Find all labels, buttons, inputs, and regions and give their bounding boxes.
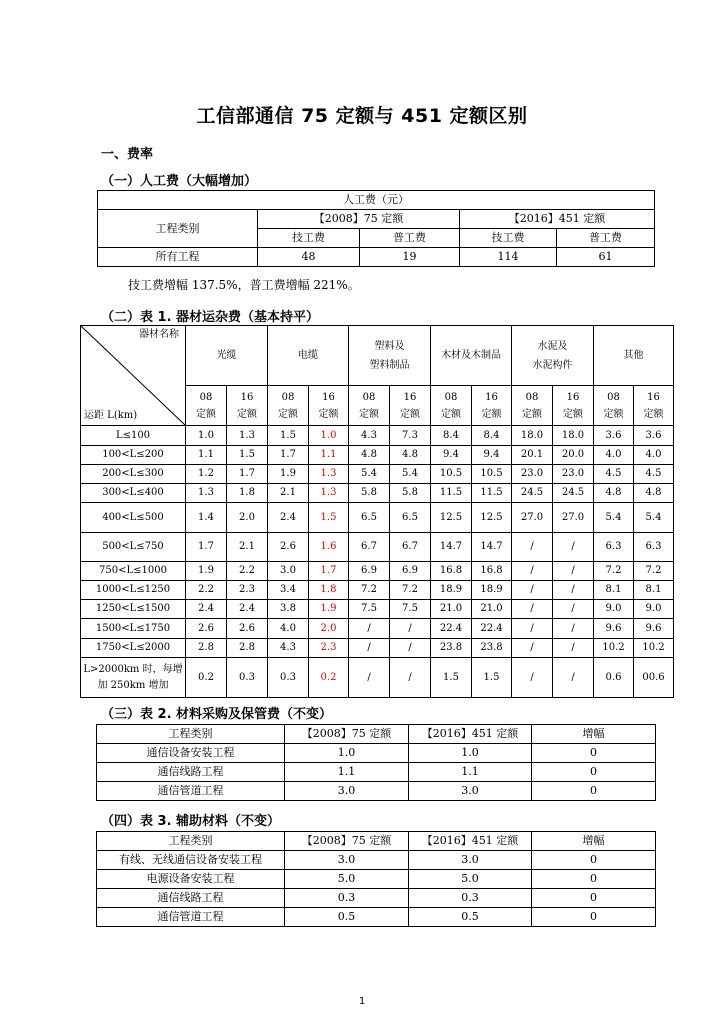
table-cell: 9.4 [472, 446, 512, 465]
table-cell: 9.0 [634, 600, 674, 619]
table-cell: 6.9 [349, 562, 390, 581]
table-cell: 1.2 [186, 465, 227, 484]
table-cell: 1.6 [309, 533, 349, 562]
procurement-table [96, 724, 656, 801]
table-cell: 18.0 [553, 426, 594, 446]
table-cell: 0.3 [227, 658, 268, 698]
table-cell: 2.3 [309, 639, 349, 658]
column-header: 【2008】75 定额 [285, 832, 409, 851]
quota-label: 定额 [196, 408, 216, 420]
table-cell: 4.3 [349, 426, 390, 446]
table-cell: 3.0 [285, 851, 409, 870]
table-cell: 2.4 [268, 503, 309, 533]
table-cell: 3.6 [594, 426, 634, 446]
table-cell: 2.2 [186, 581, 227, 600]
table-cell: 19 [360, 248, 460, 267]
column-header: 普工费 [360, 229, 460, 248]
table-cell: / [512, 658, 553, 698]
table-cell: 1.9 [268, 465, 309, 484]
table-cell: 4.3 [268, 639, 309, 658]
table-cell: / [553, 600, 594, 619]
table-cell: 22.4 [431, 619, 472, 639]
table-cell: 1.5 [309, 503, 349, 533]
column-header: 工程类别 [97, 725, 285, 744]
quota-header [634, 386, 674, 426]
table-cell: 5.4 [390, 465, 431, 484]
table-cell: 4.5 [594, 465, 634, 484]
table-cell: / [390, 658, 431, 698]
corner-label-distance: 运距 L(km) [84, 410, 138, 421]
freight-cost-table [80, 325, 674, 698]
subheading-freight: （二）表 1. 器材运杂费（基本持平） [101, 310, 320, 325]
table-cell: 5.4 [634, 503, 674, 533]
distance-label: 400<L≤500 [81, 503, 186, 533]
table-row [97, 851, 656, 870]
quota-label: 定额 [278, 408, 298, 420]
table-cell: 14.7 [472, 533, 512, 562]
table-cell: 20.0 [553, 446, 594, 465]
table-cell: 1.9 [186, 562, 227, 581]
table-cell: 5.0 [409, 870, 532, 889]
table-cell: 0.3 [285, 889, 409, 908]
column-header: 【2016】451 定额 [409, 832, 532, 851]
table-cell: / [349, 639, 390, 658]
quota-year: 08 [199, 391, 213, 403]
table-cell: 1.5 [268, 426, 309, 446]
table-cell: 7.2 [634, 562, 674, 581]
quota-header [349, 386, 390, 426]
table-cell: 2.8 [186, 639, 227, 658]
table-cell: 10.2 [594, 639, 634, 658]
page-title: 工信部通信 75 定额与 451 定额区别 [196, 105, 528, 127]
table-cell: 2.6 [268, 533, 309, 562]
table-cell: / [553, 562, 594, 581]
quota-year: 16 [403, 391, 417, 403]
table-cell: 1.4 [186, 503, 227, 533]
quota-year: 08 [607, 391, 620, 403]
material-header: 木材及木制品 [431, 326, 512, 386]
table-cell: 6.3 [634, 533, 674, 562]
table-row [81, 562, 674, 581]
quota-label: 定额 [237, 408, 257, 420]
table-cell: 3.0 [268, 562, 309, 581]
table-cell: 7.5 [349, 600, 390, 619]
quota-header [268, 386, 309, 426]
table-cell: / [553, 658, 594, 698]
row-label: 有线、无线通信设备安装工程 [97, 851, 285, 870]
table-cell: 1.5 [431, 658, 472, 698]
table-cell: 21.0 [431, 600, 472, 619]
table-cell: 1.0 [186, 426, 227, 446]
distance-label: L>2000km 时，每增 加 250km 增加 [81, 658, 186, 698]
page-number: 1 [358, 996, 366, 1007]
table-row [97, 908, 656, 927]
table-cell: 4.8 [349, 446, 390, 465]
table-cell: 12.5 [431, 503, 472, 533]
quota-label: 定额 [563, 408, 583, 420]
table-cell: / [349, 619, 390, 639]
table-cell: 0 [532, 782, 656, 801]
table-cell: 5.0 [285, 870, 409, 889]
table-row [81, 658, 674, 698]
material-header: 光缆 [186, 326, 268, 386]
table-cell: / [553, 619, 594, 639]
table-cell: 0 [532, 870, 656, 889]
table-cell: 1.1 [186, 446, 227, 465]
table-cell: 3.0 [409, 782, 532, 801]
table-cell: 2.3 [227, 581, 268, 600]
distance-label: 300<L≤400 [81, 484, 186, 503]
table-row [97, 744, 656, 763]
table-row [81, 619, 674, 639]
row-label: 电源设备安装工程 [97, 870, 285, 889]
table-cell: 3.0 [409, 851, 532, 870]
table-cell: 18.9 [472, 581, 512, 600]
table-cell: 0.3 [268, 658, 309, 698]
quota-label: 定额 [441, 408, 461, 420]
table-cell: 9.4 [431, 446, 472, 465]
quota-year: 08 [525, 391, 539, 403]
table-cell: 11.5 [431, 484, 472, 503]
material-header: 其他 [594, 326, 674, 386]
table-cell: 61 [557, 248, 655, 267]
quota-label: 定额 [359, 408, 379, 420]
column-header: 工程类别 [97, 832, 285, 851]
table-cell: 4.8 [634, 484, 674, 503]
table-cell: 6.5 [390, 503, 431, 533]
table-cell: 1.0 [285, 744, 409, 763]
table-cell: / [512, 581, 553, 600]
table-cell: 1.5 [227, 446, 268, 465]
table-cell: 1.3 [227, 426, 268, 446]
table-cell: 1.1 [409, 763, 532, 782]
table-cell: 9.6 [594, 619, 634, 639]
table-cell: 7.2 [594, 562, 634, 581]
table-cell: 1.9 [309, 600, 349, 619]
table-cell: 0.5 [409, 908, 532, 927]
table-row [81, 581, 674, 600]
table-cell: 14.7 [431, 533, 472, 562]
distance-label: 500<L≤750 [81, 533, 186, 562]
table-row [97, 889, 656, 908]
quota-label: 定额 [643, 408, 664, 420]
quota-year: 08 [444, 391, 458, 403]
table-cell: 114 [460, 248, 557, 267]
quota-header [512, 386, 553, 426]
table-cell: 7.2 [390, 581, 431, 600]
table-cell: 1.8 [309, 581, 349, 600]
table-cell: 9.6 [634, 619, 674, 639]
column-header: 【2008】75 定额 [285, 725, 409, 744]
column-header: 【2008】75 定额 [258, 210, 460, 229]
table-cell: 4.8 [390, 446, 431, 465]
table-cell: 4.8 [594, 484, 634, 503]
quota-year: 16 [566, 391, 580, 403]
table-cell: 23.8 [472, 639, 512, 658]
column-header: 普工费 [557, 229, 655, 248]
table-cell: 1.7 [309, 562, 349, 581]
table-cell: 0.2 [186, 658, 227, 698]
table-cell: / [349, 658, 390, 698]
table-cell: 6.9 [390, 562, 431, 581]
row-label: 通信管道工程 [97, 908, 285, 927]
table-cell: 0.6 [594, 658, 634, 698]
table-cell: 7.5 [390, 600, 431, 619]
table-cell: 27.0 [512, 503, 553, 533]
table-cell: 1.0 [409, 744, 532, 763]
table-row [81, 484, 674, 503]
table-cell: / [512, 600, 553, 619]
quota-label: 定额 [522, 408, 542, 420]
table-cell: 11.5 [472, 484, 512, 503]
table-row [81, 426, 674, 446]
table-caption: 人工费（元） [98, 191, 655, 210]
quota-year: 08 [362, 391, 376, 403]
table-row [98, 248, 655, 267]
table-cell: 2.4 [186, 600, 227, 619]
table-cell: 8.1 [594, 581, 634, 600]
table-cell: 2.8 [227, 639, 268, 658]
distance-label: 1500<L≤1750 [81, 619, 186, 639]
table-cell: 6.7 [390, 533, 431, 562]
distance-label: 200<L≤300 [81, 465, 186, 484]
table-cell: 0 [532, 908, 656, 927]
table-cell: 1.8 [227, 484, 268, 503]
quota-header [186, 386, 227, 426]
table-cell: 1.5 [472, 658, 512, 698]
table-cell: 3.0 [285, 782, 409, 801]
table-cell: 2.6 [227, 619, 268, 639]
table-cell: 1.1 [285, 763, 409, 782]
table-cell: 23.0 [512, 465, 553, 484]
table-cell: 0.3 [409, 889, 532, 908]
table-cell: 7.2 [349, 581, 390, 600]
table-cell: 23.0 [553, 465, 594, 484]
table-cell: 5.8 [349, 484, 390, 503]
table-row [81, 600, 674, 619]
row-label: 通信管道工程 [97, 782, 285, 801]
table-cell: 10.2 [634, 639, 674, 658]
table-cell: 1.3 [309, 465, 349, 484]
table-cell: 23.8 [431, 639, 472, 658]
table-cell: 6.7 [349, 533, 390, 562]
distance-label: 1000<L≤1250 [81, 581, 186, 600]
quota-year: 08 [281, 391, 295, 403]
quota-year: 16 [240, 391, 254, 403]
table-cell: 2.0 [227, 503, 268, 533]
table-cell: / [512, 533, 553, 562]
quota-label: 定额 [318, 408, 339, 420]
material-header: 电缆 [268, 326, 349, 386]
table-cell: 8.4 [431, 426, 472, 446]
table-cell: / [390, 619, 431, 639]
table-row [81, 465, 674, 484]
table-cell: 5.8 [390, 484, 431, 503]
table-row [81, 446, 674, 465]
table-cell: 21.0 [472, 600, 512, 619]
table-cell: 1.3 [186, 484, 227, 503]
row-label: 通信线路工程 [97, 763, 285, 782]
subheading-procurement: （三）表 2. 材料采购及保管费（不变） [101, 707, 333, 722]
column-header: 工程类别 [98, 210, 258, 248]
table-cell: 0.2 [309, 658, 349, 698]
column-header: 技工费 [460, 229, 557, 248]
quota-year: 16 [647, 391, 660, 403]
table-cell: / [553, 639, 594, 658]
table-row [97, 782, 656, 801]
table-cell: 8.1 [634, 581, 674, 600]
column-header: 增幅 [532, 832, 656, 851]
column-header: 【2016】451 定额 [460, 210, 655, 229]
table-cell: 18.9 [431, 581, 472, 600]
table-cell: 48 [258, 248, 360, 267]
quota-label: 定额 [400, 408, 420, 420]
table-cell: 1.0 [309, 426, 349, 446]
table-row [97, 870, 656, 889]
column-header: 【2016】451 定额 [409, 725, 532, 744]
table-cell: 10.5 [431, 465, 472, 484]
quota-label: 定额 [481, 408, 502, 420]
table-cell: 7.3 [390, 426, 431, 446]
quota-header [431, 386, 472, 426]
table-cell: 4.5 [634, 465, 674, 484]
table-cell: / [390, 639, 431, 658]
table-cell: 20.1 [512, 446, 553, 465]
table-cell: 8.4 [472, 426, 512, 446]
table-cell: 2.4 [227, 600, 268, 619]
distance-label: 1250<L≤1500 [81, 600, 186, 619]
table-cell: 3.8 [268, 600, 309, 619]
table-cell: 16.8 [431, 562, 472, 581]
table-cell: / [553, 533, 594, 562]
table-cell: 1.7 [268, 446, 309, 465]
corner-label-material: 器材名称 [139, 329, 179, 340]
table-cell: 0.5 [285, 908, 409, 927]
table-cell: 0 [532, 889, 656, 908]
auxiliary-materials-table [96, 831, 656, 927]
table-row [81, 639, 674, 658]
distance-label: 750<L≤1000 [81, 562, 186, 581]
table-cell: / [553, 581, 594, 600]
table-cell: 9.0 [594, 600, 634, 619]
quota-year: 16 [322, 391, 335, 403]
table-cell: 2.1 [227, 533, 268, 562]
table-cell: 24.5 [512, 484, 553, 503]
table-cell: 1.3 [309, 484, 349, 503]
table-cell: 2.2 [227, 562, 268, 581]
table-cell: 1.7 [186, 533, 227, 562]
table-cell: 24.5 [553, 484, 594, 503]
table-cell: 00.6 [634, 658, 674, 698]
labor-cost-table [97, 190, 655, 267]
table-cell: 5.4 [594, 503, 634, 533]
distance-label: L≤100 [81, 426, 186, 446]
table-cell: 16.8 [472, 562, 512, 581]
table-cell: 4.0 [268, 619, 309, 639]
section-heading-fees: 一、费率 [101, 147, 154, 162]
table-cell: 4.0 [634, 446, 674, 465]
quota-header [472, 386, 512, 426]
freight-corner-cell [81, 326, 186, 426]
row-label: 通信设备安装工程 [97, 744, 285, 763]
table-cell: 0 [532, 744, 656, 763]
table-cell: 2.1 [268, 484, 309, 503]
table-cell: 1.1 [309, 446, 349, 465]
distance-label: 1750<L≤2000 [81, 639, 186, 658]
table-row [81, 533, 674, 562]
table-cell: 10.5 [472, 465, 512, 484]
quota-header [309, 386, 349, 426]
table-cell: 0 [532, 851, 656, 870]
row-label: 所有工程 [98, 248, 258, 267]
quota-header [390, 386, 431, 426]
table-row [97, 763, 656, 782]
quota-year: 16 [485, 391, 498, 403]
table-cell: / [512, 562, 553, 581]
table-cell: 5.4 [349, 465, 390, 484]
subheading-labor: （一）人工费（大幅增加） [101, 174, 258, 189]
table-cell: 6.5 [349, 503, 390, 533]
column-header: 技工费 [258, 229, 360, 248]
material-header: 塑料及 塑料制品 [349, 326, 431, 386]
quota-header [594, 386, 634, 426]
table-cell: 3.6 [634, 426, 674, 446]
table-cell: 18.0 [512, 426, 553, 446]
table-cell: 27.0 [553, 503, 594, 533]
distance-label: 100<L≤200 [81, 446, 186, 465]
table-cell: 2.0 [309, 619, 349, 639]
material-header: 水泥及 水泥构件 [512, 326, 594, 386]
labor-note: 技工费增幅 137.5%，普工费增幅 221%。 [128, 278, 360, 292]
table-cell: 22.4 [472, 619, 512, 639]
table-cell: / [512, 639, 553, 658]
table-cell: 2.6 [186, 619, 227, 639]
table-cell: 1.7 [227, 465, 268, 484]
table-cell: 4.0 [594, 446, 634, 465]
column-header: 增幅 [532, 725, 656, 744]
subheading-auxiliary: （四）表 3. 辅助材料（不变） [101, 814, 281, 829]
table-cell: 3.4 [268, 581, 309, 600]
table-cell: 6.3 [594, 533, 634, 562]
quota-header [553, 386, 594, 426]
quota-label: 定额 [603, 408, 624, 420]
table-cell: 12.5 [472, 503, 512, 533]
table-cell: / [512, 619, 553, 639]
table-row [81, 503, 674, 533]
quota-header [227, 386, 268, 426]
table-cell: 0 [532, 763, 656, 782]
row-label: 通信线路工程 [97, 889, 285, 908]
